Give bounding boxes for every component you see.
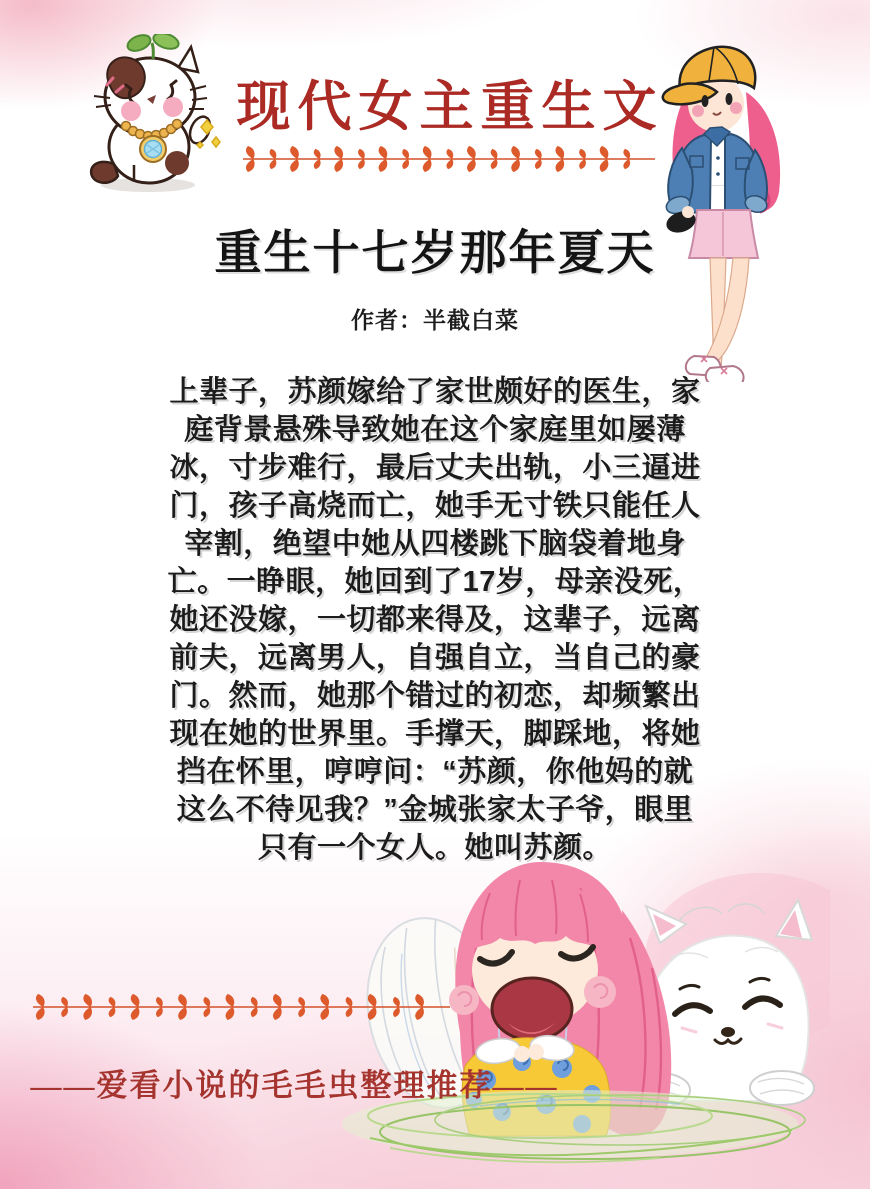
- book-author: 作者：半截白菜: [351, 307, 519, 333]
- vine-divider-bottom-icon: [33, 992, 450, 1022]
- synopsis-line: 庭背景悬殊导致她在这个家庭里如屡薄: [184, 414, 686, 446]
- synopsis-line: 宰割，绝望中她从四楼跳下脑袋着地身: [184, 528, 686, 560]
- book-title: 重生十七岁那年夏天: [214, 226, 656, 279]
- synopsis-line: 只有一个女人。她叫苏颜。: [257, 832, 612, 864]
- synopsis-line: 这么不待见我？”金城张家太子爷，眼里: [176, 794, 694, 826]
- synopsis-line: 冰，寸步难行，最后丈夫出轨，小三逼进: [169, 452, 701, 484]
- footer-tagline: ——爱看小说的毛毛虫整理推荐——: [30, 1068, 559, 1103]
- synopsis-line: 上辈子，苏颜嫁给了家世颇好的医生，家: [169, 376, 701, 408]
- synopsis-line: 前夫，远离男人，自强自立，当自己的豪: [169, 642, 701, 674]
- synopsis-line: 门。然而，她那个错过的初恋，却频繁出: [169, 680, 701, 712]
- synopsis: [70, 373, 800, 867]
- synopsis-line: 挡在怀里，哼哼问：“苏颜，你他妈的就: [176, 756, 694, 788]
- synopsis-line: 现在她的世界里。手撑天，脚踩地，将她: [169, 718, 701, 750]
- sprout-icon: [125, 34, 180, 59]
- synopsis-line: 门，孩子高烧而亡，她手无寸铁只能任人: [169, 490, 701, 522]
- synopsis-line: 亡。一睁眼，她回到了17岁，母亲没死，: [167, 566, 703, 598]
- synopsis-line: 她还没嫁，一切都来得及，这辈子，远离: [169, 604, 701, 636]
- vine-divider-top-icon: [243, 144, 655, 174]
- category-heading: 现代女主重生文: [236, 77, 664, 137]
